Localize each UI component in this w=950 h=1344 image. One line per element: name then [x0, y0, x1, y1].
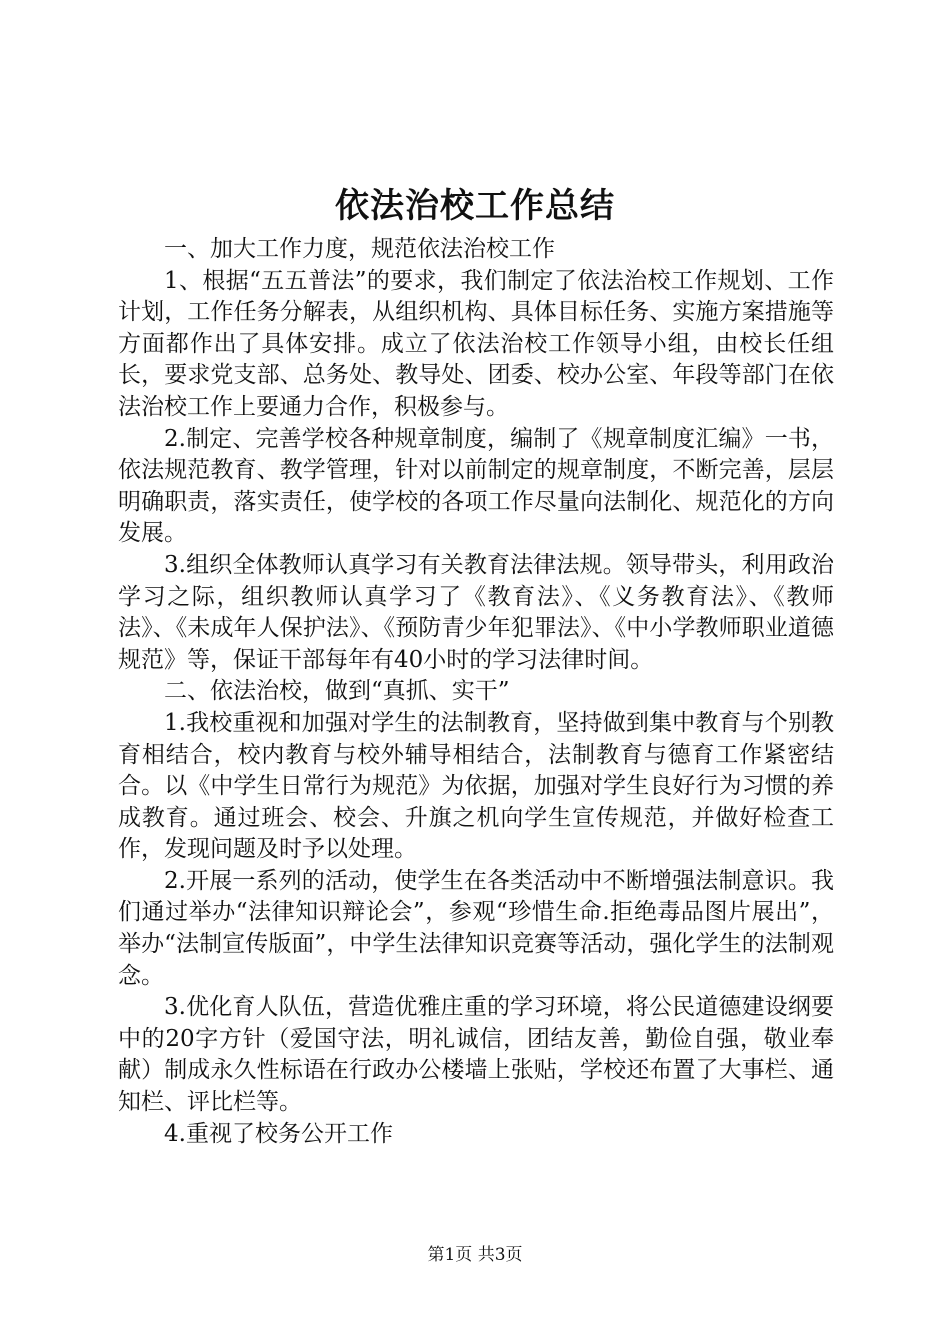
- paragraph-2-2: 2.开展一系列的活动，使学生在各类活动中不断增强法制意识。我们通过举办“法律知识辩论会”，参观“珍惜生命.拒绝毒品图片展出”，举办“法制宣传版面”，中学生法律知识竞赛等活动，强化学生的法制观念。: [118, 867, 834, 989]
- paragraph-2-1: 1.我校重视和加强对学生的法制教育，坚持做到集中教育与个别教育相结合，校内教育与校外辅导相结合，法制教育与德育工作紧密结合。以《中学生日常行为规范》为依据，加强对学生良好行为习惯的养成教育。通过班会、校会、升旗之机向学生宣传规范，并做好检查工作，发现问题及时予以处理。: [118, 709, 834, 863]
- paragraph-2-3: 3.优化育人队伍，营造优雅庄重的学习环境，将公民道德建设纲要中的20字方针（爱国守法，明礼诚信，团结友善，勤俭自强，敬业奉献）制成永久性标语在行政办公楼墙上张贴，学校还布置了大事栏、通知栏、评比栏等。: [118, 994, 834, 1116]
- paragraph-1-1: 1、根据“五五普法”的要求，我们制定了依法治校工作规划、工作计划，工作任务分解表，从组织机构、具体目标任务、实施方案措施等方面都作出了具体安排。成立了依法治校工作领导小组，由校长任组长，要求党支部、总务处、教导处、团委、校办公室、年段等部门在依法治校工作上要通力合作，积极参与。: [118, 267, 834, 420]
- document-title: 依法治校工作总结: [335, 186, 615, 226]
- section-heading-2: 二、依法治校，做到“真抓、实干”: [164, 678, 510, 705]
- page-number-footer: 第1页 共3页: [427, 1245, 523, 1265]
- paragraph-1-3: 3.组织全体教师认真学习有关教育法律法规。领导带头，利用政治学习之际，组织教师认真学习了《教育法》、《义务教育法》、《教师法》、《未成年人保护法》、《预防青少年犯罪法》、《中小学教师职业道德规范》等，保证干部每年有40小时的学习法律时间。: [118, 551, 834, 673]
- section-heading-1: 一、加大工作力度，规范依法治校工作: [164, 236, 555, 262]
- paragraph-1-2: 2.制定、完善学校各种规章制度，编制了《规章制度汇编》一书，依法规范教育、教学管理，针对以前制定的规章制度，不断完善，层层明确职责，落实责任，使学校的各项工作尽量向法制化、规范化的方向发展。: [118, 425, 834, 547]
- paragraph-2-4: 4.重视了校务公开工作: [164, 1120, 393, 1147]
- document-body: [118, 234, 834, 1150]
